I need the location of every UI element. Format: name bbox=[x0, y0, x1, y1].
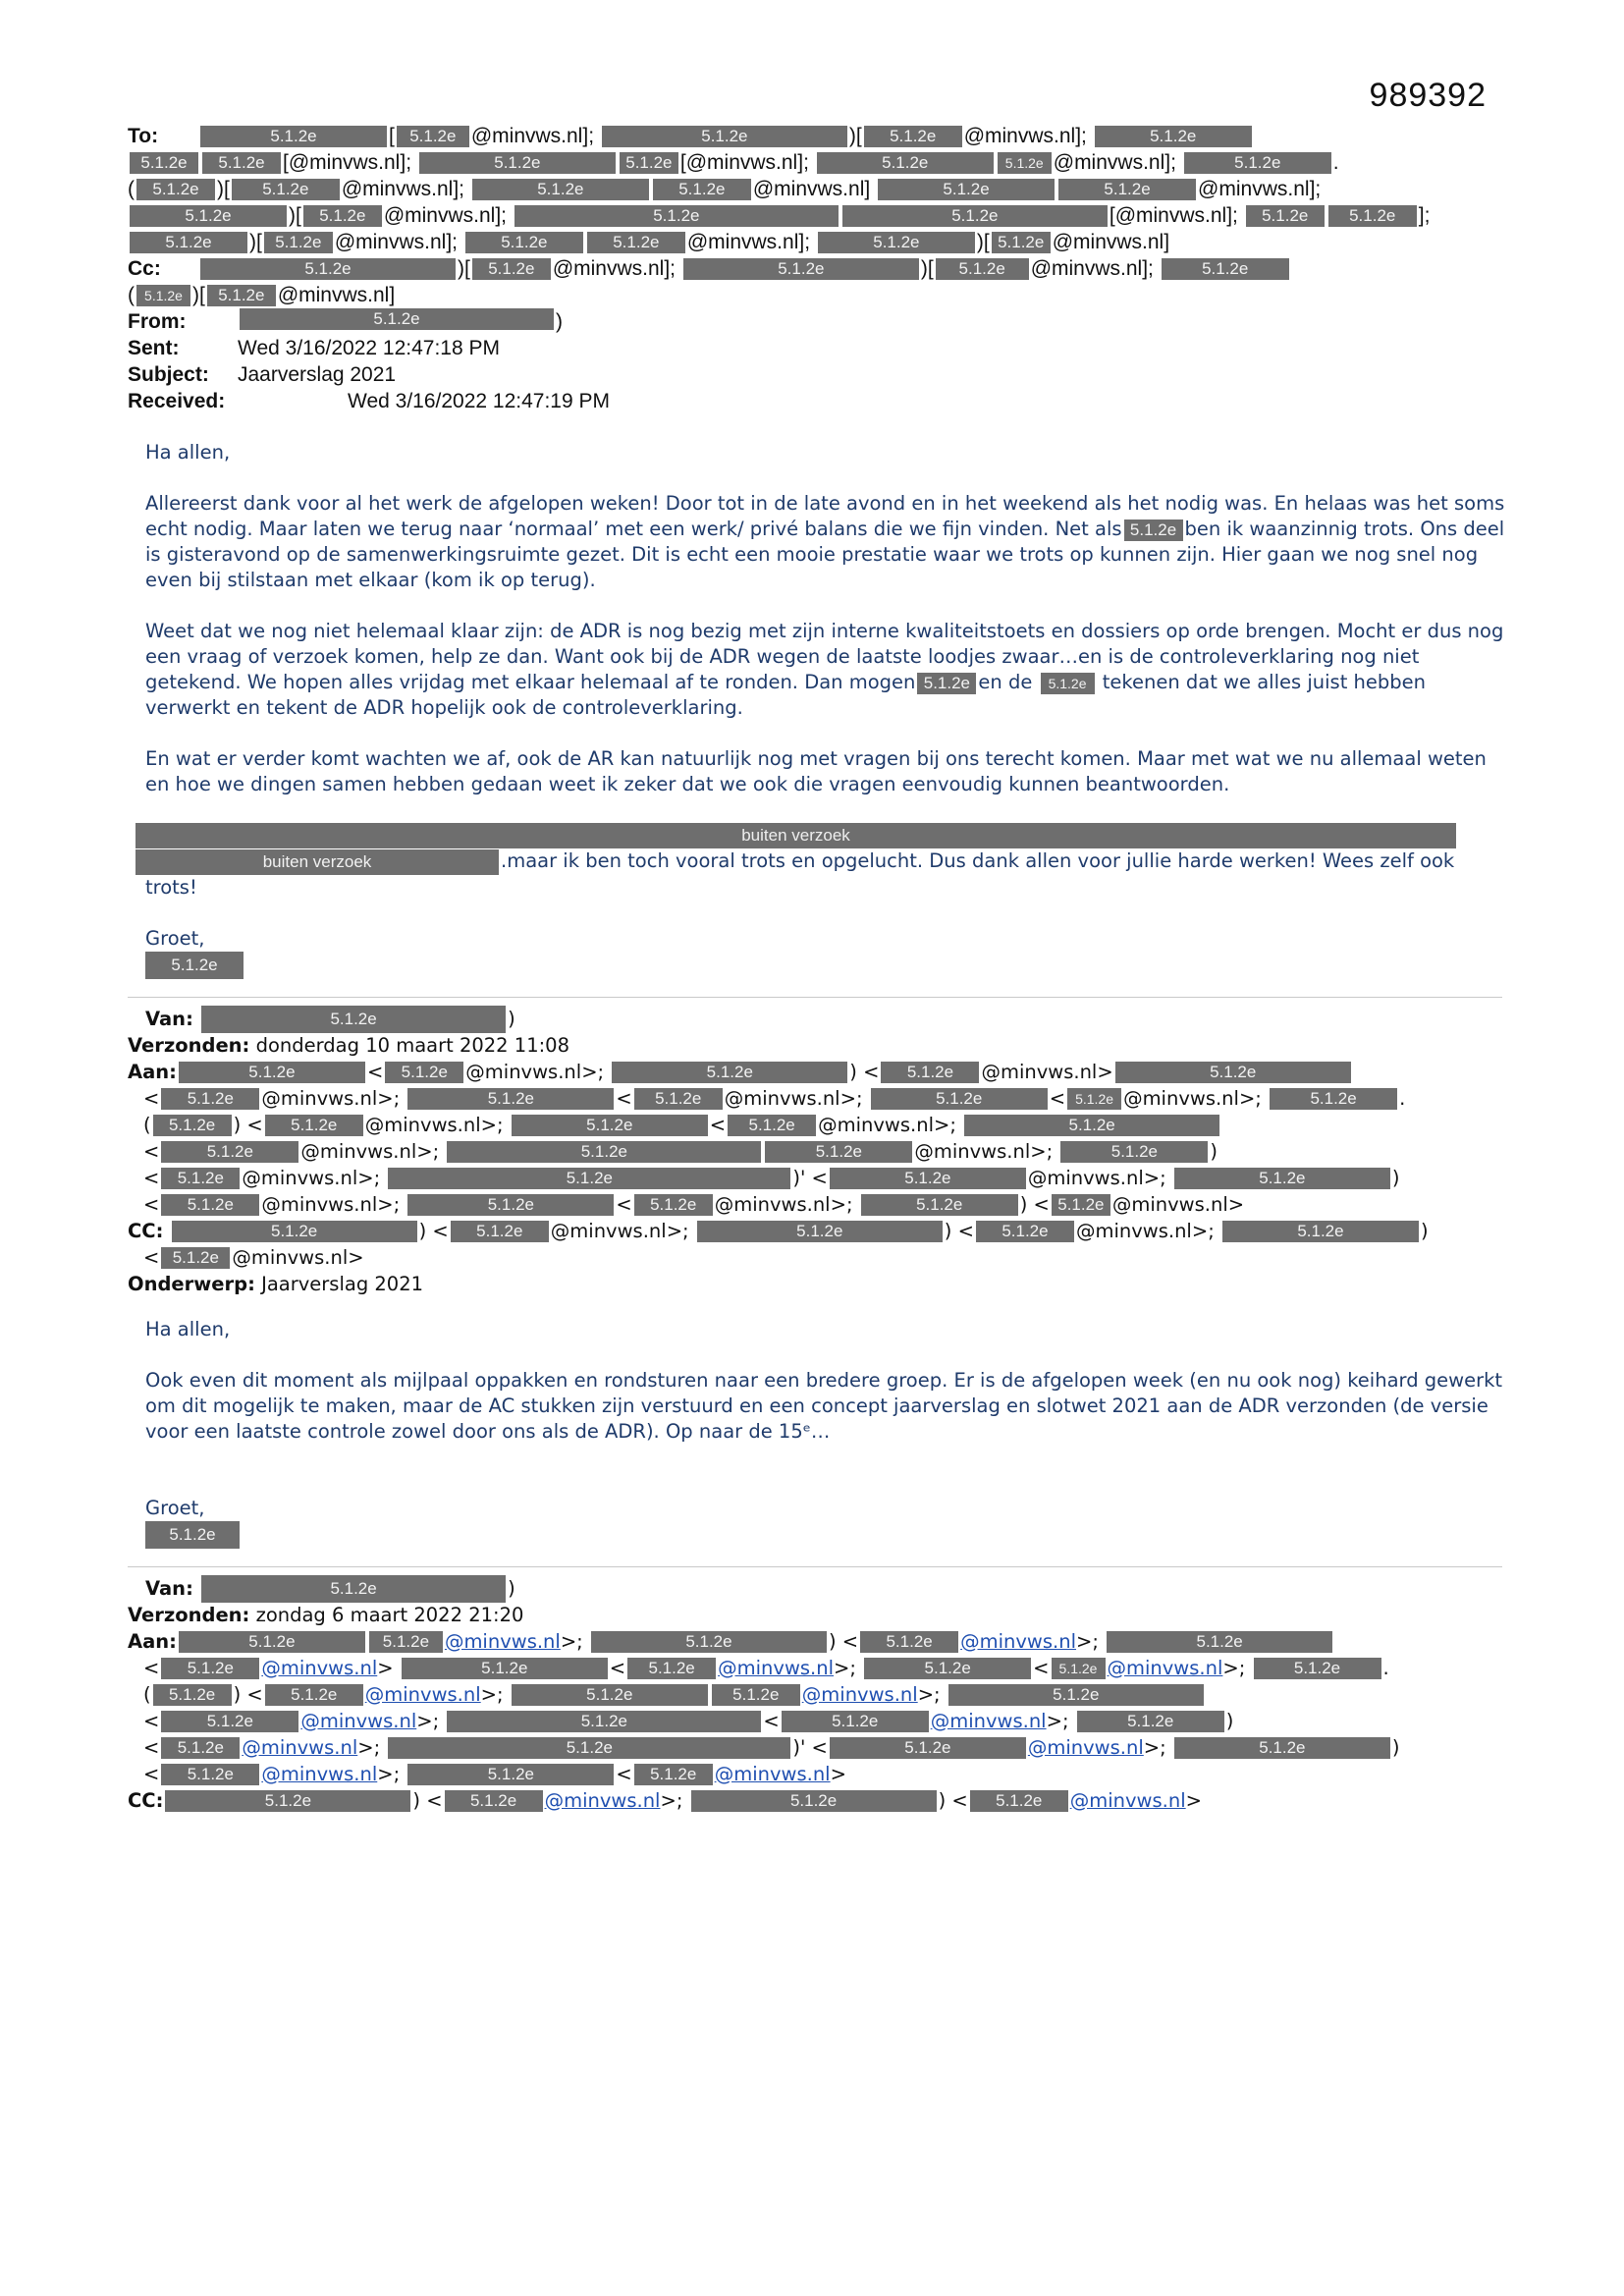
aan-label: Aan: bbox=[128, 1060, 177, 1083]
redaction: 5.1.2e bbox=[447, 1711, 761, 1732]
sent-label: Sent: bbox=[128, 337, 180, 359]
redaction: 5.1.2e bbox=[388, 1737, 790, 1759]
redaction: 5.1.2e bbox=[1328, 205, 1417, 227]
redaction: 5.1.2e bbox=[1246, 205, 1325, 227]
aan-row: < 5.1.2e @minvws.nl>; 5.1.2e < 5.1.2e @minvws.nl>; 5.1.2e ) bbox=[143, 1709, 1234, 1732]
van-label: Van: bbox=[145, 1576, 193, 1600]
redaction: 5.1.2e bbox=[1041, 673, 1095, 694]
redaction: 5.1.2e bbox=[161, 1088, 259, 1110]
paragraph bbox=[145, 619, 1510, 721]
redaction: 5.1.2e bbox=[136, 179, 215, 200]
redaction: 5.1.2e bbox=[407, 1194, 614, 1216]
verzonden-value: zondag 6 maart 2022 21:20 bbox=[255, 1603, 524, 1626]
redaction: 5.1.2e bbox=[691, 1790, 937, 1812]
redaction: 5.1.2e bbox=[817, 152, 994, 174]
to-line: 5.1.2e 5.1.2e [@minvws.nl]; 5.1.2e 5.1.2e [@minvws.nl]; 5.1.2e 5.1.2e @minvws.nl]; 5.1.2e . bbox=[128, 149, 1522, 176]
van-label: Van: bbox=[145, 1007, 193, 1030]
cc-label: CC: bbox=[128, 1219, 164, 1242]
received-label: Received: bbox=[128, 390, 226, 412]
email-link[interactable]: @minvws.nl bbox=[1027, 1735, 1144, 1759]
closing bbox=[145, 926, 1510, 979]
redaction: 5.1.2e bbox=[161, 1194, 259, 1216]
email-domain: @minvws.nl bbox=[470, 125, 583, 147]
message-body bbox=[145, 440, 1510, 979]
redaction: 5.1.2e bbox=[201, 1006, 506, 1033]
redaction: 5.1.2e bbox=[472, 179, 649, 200]
aan-row: ( 5.1.2e ) < 5.1.2e @minvws.nl>; 5.1.2e 5.1.2e @minvws.nl>; 5.1.2e bbox=[128, 1679, 1522, 1706]
email-domain: @minvws.nl bbox=[300, 1139, 417, 1163]
forwarded-header bbox=[128, 1573, 1522, 1812]
email-domain: @minvws.nl bbox=[277, 284, 390, 306]
cc-row: CC: 5.1.2e ) < 5.1.2e @minvws.nl>; 5.1.2e ) < 5.1.2e @minvws.nl> bbox=[128, 1788, 1202, 1812]
greeting: Ha allen, bbox=[145, 441, 231, 464]
redaction: 5.1.2e bbox=[765, 1141, 912, 1163]
closing-text: Groet, bbox=[145, 1496, 205, 1519]
redaction: 5.1.2e bbox=[1052, 1658, 1106, 1679]
redaction: 5.1.2e bbox=[232, 179, 340, 200]
redaction: 5.1.2e bbox=[1124, 519, 1183, 541]
email-domain: @minvws.nl bbox=[981, 1060, 1098, 1083]
email-domain: @minvws.nl bbox=[914, 1139, 1031, 1163]
redaction: 5.1.2e bbox=[1060, 1141, 1208, 1163]
redaction: 5.1.2e bbox=[970, 1790, 1068, 1812]
sent-row bbox=[128, 335, 1522, 361]
redaction: 5.1.2e bbox=[179, 1631, 365, 1653]
divider bbox=[128, 1566, 1502, 1567]
redaction: 5.1.2e bbox=[864, 126, 962, 147]
email-domain: @minvws.nl bbox=[1052, 231, 1164, 253]
sent-value: Wed 3/16/2022 12:47:18 PM bbox=[238, 337, 500, 359]
redaction: 5.1.2e bbox=[602, 126, 847, 147]
redaction: 5.1.2e bbox=[1270, 1088, 1397, 1110]
redaction: 5.1.2e bbox=[136, 285, 190, 306]
cc-line: Cc: 5.1.2e )[ 5.1.2e @minvws.nl]; 5.1.2e )[ 5.1.2e @minvws.nl]; 5.1.2e bbox=[128, 255, 1522, 282]
text: tekenen dat we alles juist hebben verwerkt en tekent de ADR hopelijk ook de controleverklaring. bbox=[145, 671, 1427, 719]
email-domain: @minvws.nl bbox=[242, 1166, 358, 1189]
aan-row: < 5.1.2e @minvws.nl>; 5.1.2e < 5.1.2e @minvws.nl> bbox=[143, 1762, 846, 1785]
redaction: 5.1.2e bbox=[130, 232, 247, 253]
email-domain: @minvws.nl bbox=[963, 125, 1076, 147]
redaction: 5.1.2e bbox=[861, 1194, 1018, 1216]
email-link[interactable]: @minvws.nl bbox=[242, 1735, 358, 1759]
email-link[interactable]: @minvws.nl bbox=[718, 1656, 835, 1679]
subject-label: Subject: bbox=[128, 363, 209, 386]
redaction: 5.1.2e bbox=[728, 1115, 816, 1136]
redaction: 5.1.2e bbox=[964, 1115, 1219, 1136]
redaction: 5.1.2e bbox=[712, 1684, 800, 1706]
redaction: 5.1.2e bbox=[202, 152, 281, 174]
email-domain: @minvws.nl bbox=[1198, 178, 1310, 200]
redaction: 5.1.2e bbox=[842, 205, 1108, 227]
redaction: 5.1.2e bbox=[634, 1194, 713, 1216]
paragraph bbox=[145, 823, 1510, 901]
redaction: 5.1.2e bbox=[153, 1684, 232, 1706]
email-link[interactable]: @minvws.nl bbox=[364, 1682, 481, 1706]
to-line: 5.1.2e )[ 5.1.2e @minvws.nl]; 5.1.2e 5.1.2e @minvws.nl]; 5.1.2e )[ 5.1.2e @minvws.nl] bbox=[128, 229, 1522, 255]
redaction: 5.1.2e bbox=[992, 232, 1051, 253]
redaction: 5.1.2e bbox=[201, 1575, 506, 1603]
redaction: 5.1.2e bbox=[1115, 1062, 1351, 1083]
redaction: 5.1.2e bbox=[1058, 179, 1196, 200]
signature-redaction: 5.1.2e bbox=[145, 1521, 240, 1549]
verzonden-value: donderdag 10 maart 2022 11:08 bbox=[255, 1033, 569, 1057]
closing bbox=[145, 1496, 1510, 1549]
to-line: 5.1.2e )[ 5.1.2e @minvws.nl]; 5.1.2e 5.1.2e [@minvws.nl]; 5.1.2e 5.1.2e ]; bbox=[128, 202, 1522, 229]
redaction: 5.1.2e bbox=[445, 1790, 543, 1812]
email-domain: @minvws.nl bbox=[685, 151, 798, 174]
redaction: 5.1.2e bbox=[165, 1790, 410, 1812]
redaction: 5.1.2e bbox=[200, 258, 456, 280]
redaction: 5.1.2e bbox=[172, 1221, 417, 1242]
email-domain: @minvws.nl bbox=[714, 1192, 831, 1216]
redaction: 5.1.2e bbox=[161, 1247, 230, 1269]
redaction: 5.1.2e bbox=[976, 1221, 1074, 1242]
subject-value: Jaarverslag 2021 bbox=[238, 363, 397, 386]
redaction: 5.1.2e bbox=[1184, 152, 1331, 174]
redaction: 5.1.2e bbox=[1067, 1088, 1121, 1110]
from-row: From: 5.1.2e ) bbox=[128, 309, 563, 333]
redaction: 5.1.2e bbox=[1095, 126, 1252, 147]
email-domain: @minvws.nl bbox=[261, 1086, 378, 1110]
email-domain: @minvws.nl bbox=[1053, 151, 1165, 174]
redaction: 5.1.2e bbox=[407, 1764, 614, 1785]
aan-label: Aan: bbox=[128, 1629, 177, 1653]
redaction: 5.1.2e bbox=[587, 232, 685, 253]
redaction: 5.1.2e bbox=[634, 1764, 713, 1785]
email-domain: @minvws.nl bbox=[752, 178, 865, 200]
aan-row: ( 5.1.2e ) < 5.1.2e @minvws.nl>; 5.1.2e < 5.1.2e @minvws.nl>; 5.1.2e bbox=[128, 1110, 1522, 1136]
redaction: 5.1.2e bbox=[998, 152, 1052, 174]
redaction: 5.1.2e bbox=[264, 232, 333, 253]
redaction: 5.1.2e bbox=[161, 1168, 240, 1189]
redaction: 5.1.2e bbox=[1107, 1631, 1332, 1653]
subject-row bbox=[128, 361, 1522, 388]
redaction: 5.1.2e bbox=[161, 1737, 240, 1759]
redaction: 5.1.2e bbox=[130, 152, 198, 174]
text: Weet dat we nog niet helemaal klaar zijn: de ADR is nog bezig met zijn interne kwaliteitstoets en dossiers op orde brengen. Mocht er dus nog een vraag of verzoek komen, help ze dan. Want ook bij de ADR wegen de laatste loodjes zwaar…en is de controleverklaring nog niet getekend. We hopen alles vrijdag met elkaar helemaal af te ronden. Dan mogen bbox=[145, 620, 1504, 693]
verzonden-label: Verzonden: bbox=[128, 1033, 250, 1057]
redaction: 5.1.2e bbox=[369, 1631, 443, 1653]
document-number: 989392 bbox=[1369, 77, 1487, 114]
redaction: 5.1.2e bbox=[1077, 1711, 1224, 1732]
email-domain: @minvws.nl bbox=[686, 231, 799, 253]
email-link[interactable]: @minvws.nl bbox=[960, 1629, 1077, 1653]
aan-row: < 5.1.2e @minvws.nl>; 5.1.2e < 5.1.2e @minvws.nl>; 5.1.2e < 5.1.2e @minvws.nl>; 5.1.2e . bbox=[143, 1086, 1406, 1110]
email-domain: @minvws.nl bbox=[383, 204, 496, 227]
redaction: 5.1.2e bbox=[265, 1115, 363, 1136]
aan-row: < 5.1.2e @minvws.nl>; 5.1.2e 5.1.2e @minvws.nl>; 5.1.2e ) bbox=[143, 1139, 1218, 1163]
redaction: 5.1.2e bbox=[881, 1062, 979, 1083]
redaction: 5.1.2e bbox=[591, 1631, 827, 1653]
redaction: 5.1.2e bbox=[878, 179, 1055, 200]
email-link[interactable]: @minvws.nl bbox=[300, 1709, 417, 1732]
redaction: 5.1.2e bbox=[179, 1062, 365, 1083]
divider bbox=[128, 997, 1502, 998]
email-domain: @minvws.nl bbox=[552, 257, 665, 280]
onderwerp-label: Onderwerp: bbox=[128, 1272, 255, 1295]
text: .maar ik ben toch vooral trots en opgelucht. Dus dank allen voor jullie harde werken! Wees zelf ook trots! bbox=[145, 849, 1455, 899]
email-domain: @minvws.nl bbox=[724, 1086, 840, 1110]
redaction: 5.1.2e bbox=[402, 1658, 608, 1679]
onderwerp-row bbox=[128, 1269, 1522, 1295]
redaction: 5.1.2e bbox=[465, 232, 583, 253]
redaction: 5.1.2e bbox=[161, 1658, 259, 1679]
cc-line: ( 5.1.2e )[ 5.1.2e @minvws.nl] bbox=[128, 284, 396, 306]
text: en de bbox=[978, 671, 1033, 693]
email-domain: @minvws.nl bbox=[550, 1219, 667, 1242]
redaction: 5.1.2e bbox=[818, 232, 975, 253]
onderwerp-value: Jaarverslag 2021 bbox=[261, 1272, 424, 1295]
redaction-block: buiten verzoek bbox=[135, 849, 499, 875]
redaction: 5.1.2e bbox=[860, 1631, 958, 1653]
email-domain: @minvws.nl bbox=[261, 1192, 378, 1216]
email-link[interactable]: @minvws.nl bbox=[261, 1762, 378, 1785]
email-domain: @minvws.nl bbox=[1027, 1166, 1144, 1189]
email-link[interactable]: @minvws.nl bbox=[544, 1788, 661, 1812]
cc-label: Cc: bbox=[128, 257, 161, 280]
redaction: 5.1.2e bbox=[385, 1062, 463, 1083]
email-link[interactable]: @minvws.nl bbox=[1069, 1788, 1186, 1812]
redaction-block: buiten verzoek bbox=[135, 823, 1456, 848]
redaction: 5.1.2e bbox=[1174, 1737, 1390, 1759]
to-line: ( 5.1.2e )[ 5.1.2e @minvws.nl]; 5.1.2e 5.1.2e @minvws.nl] 5.1.2e 5.1.2e @minvws.nl]; bbox=[128, 178, 1322, 200]
to-line: To: 5.1.2e [ 5.1.2e @minvws.nl]; 5.1.2e )[ 5.1.2e @minvws.nl]; 5.1.2e bbox=[128, 123, 1522, 149]
redaction: 5.1.2e bbox=[388, 1168, 790, 1189]
redaction: 5.1.2e bbox=[161, 1141, 298, 1163]
redaction: 5.1.2e bbox=[627, 1658, 716, 1679]
redaction: 5.1.2e bbox=[200, 126, 387, 147]
email-domain: @minvws.nl bbox=[1111, 1192, 1228, 1216]
redaction: 5.1.2e bbox=[864, 1658, 1031, 1679]
paragraph: Ook even dit moment als mijlpaal oppakken en rondsturen naar een bredere groep. Er is de afgelopen week (en nu ook nog) keihard gewerkt om dit mogelijk te maken, maar de AC stukken zijn verstuurd en een concept jaarverslag en slotwet 2021 aan de ADR verzonden (de versie voor een laatste controle zowel door ons als de ADR). Op naar de 15ᵉ… bbox=[145, 1368, 1503, 1443]
signature-redaction: 5.1.2e bbox=[145, 952, 244, 979]
redaction: 5.1.2e bbox=[620, 152, 678, 174]
email-page bbox=[128, 123, 1522, 1812]
redaction: 5.1.2e bbox=[397, 126, 469, 147]
paragraph bbox=[145, 491, 1510, 593]
aan-row: < 5.1.2e @minvws.nl>; 5.1.2e )' < 5.1.2e @minvws.nl>; 5.1.2e ) bbox=[143, 1735, 1400, 1759]
from-label: From: bbox=[128, 310, 187, 333]
verzonden-label: Verzonden: bbox=[128, 1603, 250, 1626]
redaction: 5.1.2e bbox=[612, 1062, 847, 1083]
received-value: Wed 3/16/2022 12:47:19 PM bbox=[348, 390, 610, 412]
aan-row: Aan: 5.1.2e < 5.1.2e @minvws.nl>; 5.1.2e ) < 5.1.2e @minvws.nl> 5.1.2e bbox=[128, 1057, 1522, 1083]
received-row bbox=[128, 388, 1522, 414]
verzonden-row bbox=[128, 1030, 1522, 1057]
forwarded-header bbox=[128, 1004, 1522, 1295]
redaction: 5.1.2e bbox=[948, 1684, 1204, 1706]
van-row: Van: 5.1.2e ) bbox=[128, 1573, 1522, 1600]
redaction: 5.1.2e bbox=[451, 1221, 549, 1242]
email-domain: @minvws.nl bbox=[334, 231, 447, 253]
redaction: 5.1.2e bbox=[207, 285, 276, 306]
redaction: 5.1.2e bbox=[1052, 1194, 1110, 1216]
email-domain: @minvws.nl bbox=[1123, 1086, 1239, 1110]
email-domain: @minvws.nl bbox=[465, 1060, 582, 1083]
redaction: 5.1.2e bbox=[161, 1711, 298, 1732]
redaction: 5.1.2e bbox=[653, 179, 751, 200]
redaction: 5.1.2e bbox=[514, 205, 839, 227]
email-domain: @minvws.nl bbox=[364, 1113, 481, 1136]
redaction: 5.1.2e bbox=[634, 1088, 723, 1110]
email-domain: @minvws.nl bbox=[1030, 257, 1143, 280]
redaction: 5.1.2e bbox=[303, 205, 382, 227]
redaction: 5.1.2e bbox=[153, 1115, 232, 1136]
redaction: 5.1.2e bbox=[1222, 1221, 1419, 1242]
van-row: Van: 5.1.2e ) bbox=[128, 1004, 1522, 1030]
redaction: 5.1.2e bbox=[1254, 1658, 1381, 1679]
email-header bbox=[128, 123, 1522, 414]
email-link[interactable]: @minvws.nl bbox=[444, 1629, 561, 1653]
text: ben ik waanzinnig trots. Ons deel is gisteravond op de samenwerkingsruimte gezet. Dit is echt een mooie prestatie waar we trots op kunnen zijn. Hier gaan we nog snel nog even bij stilstaan met elkaar (kom ik op terug). bbox=[145, 518, 1505, 591]
aan-row: < 5.1.2e @minvws.nl>; 5.1.2e < 5.1.2e @minvws.nl>; 5.1.2e ) < 5.1.2e @minvws.nl> bbox=[143, 1192, 1245, 1216]
email-domain: @minvws.nl bbox=[1075, 1219, 1192, 1242]
to-label: To: bbox=[128, 125, 159, 147]
email-domain: @minvws.nl bbox=[232, 1245, 349, 1269]
cc-row: CC: 5.1.2e ) < 5.1.2e @minvws.nl>; 5.1.2e ) < 5.1.2e @minvws.nl>; 5.1.2e ) bbox=[128, 1219, 1429, 1242]
redaction: 5.1.2e bbox=[1162, 258, 1289, 280]
closing-text: Groet, bbox=[145, 926, 205, 950]
redaction: 5.1.2e bbox=[697, 1221, 943, 1242]
redaction: 5.1.2e bbox=[130, 205, 287, 227]
redaction: 5.1.2e bbox=[447, 1141, 761, 1163]
redaction: 5.1.2e bbox=[683, 258, 919, 280]
email-link[interactable]: @minvws.nl bbox=[261, 1656, 378, 1679]
paragraph: En wat er verder komt wachten we af, ook de AR kan natuurlijk nog met vragen bij ons terecht komen. Maar met wat we nu allemaal weten en hoe we dingen samen hebben gedaan weet ik zeker dat we ook die vragen eenvoudig kunnen beantwoorden. bbox=[145, 747, 1487, 795]
email-domain: @minvws.nl bbox=[341, 178, 454, 200]
redaction: 5.1.2e bbox=[472, 258, 551, 280]
aan-row: < 5.1.2e @minvws.nl> 5.1.2e < 5.1.2e @minvws.nl>; 5.1.2e < 5.1.2e @minvws.nl>; 5.1.2e . bbox=[143, 1656, 1389, 1679]
redaction: 5.1.2e bbox=[240, 308, 554, 330]
greeting: Ha allen, bbox=[145, 1317, 231, 1340]
redaction: 5.1.2e bbox=[917, 673, 976, 694]
email-domain: @minvws.nl bbox=[818, 1113, 935, 1136]
email-domain: @minvws.nl bbox=[1114, 204, 1227, 227]
redaction: 5.1.2e bbox=[265, 1684, 363, 1706]
cc-label: CC: bbox=[128, 1788, 164, 1812]
redaction: 5.1.2e bbox=[1174, 1168, 1390, 1189]
redaction: 5.1.2e bbox=[512, 1115, 708, 1136]
email-link[interactable]: @minvws.nl bbox=[930, 1709, 1047, 1732]
cc-row: < 5.1.2e @minvws.nl> bbox=[143, 1245, 364, 1269]
message-body bbox=[145, 1317, 1510, 1549]
redaction: 5.1.2e bbox=[830, 1737, 1026, 1759]
redaction: 5.1.2e bbox=[407, 1088, 614, 1110]
email-domain: @minvws.nl bbox=[288, 151, 401, 174]
redaction: 5.1.2e bbox=[512, 1684, 708, 1706]
redaction: 5.1.2e bbox=[830, 1168, 1026, 1189]
redaction: 5.1.2e bbox=[936, 258, 1029, 280]
redaction: 5.1.2e bbox=[871, 1088, 1048, 1110]
redaction: 5.1.2e bbox=[161, 1764, 259, 1785]
aan-row: < 5.1.2e @minvws.nl>; 5.1.2e )' < 5.1.2e @minvws.nl>; 5.1.2e ) bbox=[143, 1166, 1400, 1189]
redaction: 5.1.2e bbox=[419, 152, 616, 174]
email-link[interactable]: @minvws.nl bbox=[801, 1682, 918, 1706]
aan-row: Aan: 5.1.2e 5.1.2e @minvws.nl>; 5.1.2e ) < 5.1.2e @minvws.nl>; 5.1.2e bbox=[128, 1626, 1522, 1653]
text: Allereerst dank voor al het werk de afgelopen weken! Door tot in de late avond en in het weekend als het nodig was. En helaas was het soms echt nodig. Maar laten we terug naar ‘normaal’ met een werk/ privé balans die we fijn vinden. Net als bbox=[145, 492, 1505, 540]
redaction: 5.1.2e bbox=[782, 1711, 929, 1732]
verzonden-row bbox=[128, 1600, 1522, 1626]
email-link[interactable]: @minvws.nl bbox=[1107, 1656, 1223, 1679]
email-link[interactable]: @minvws.nl bbox=[714, 1762, 831, 1785]
